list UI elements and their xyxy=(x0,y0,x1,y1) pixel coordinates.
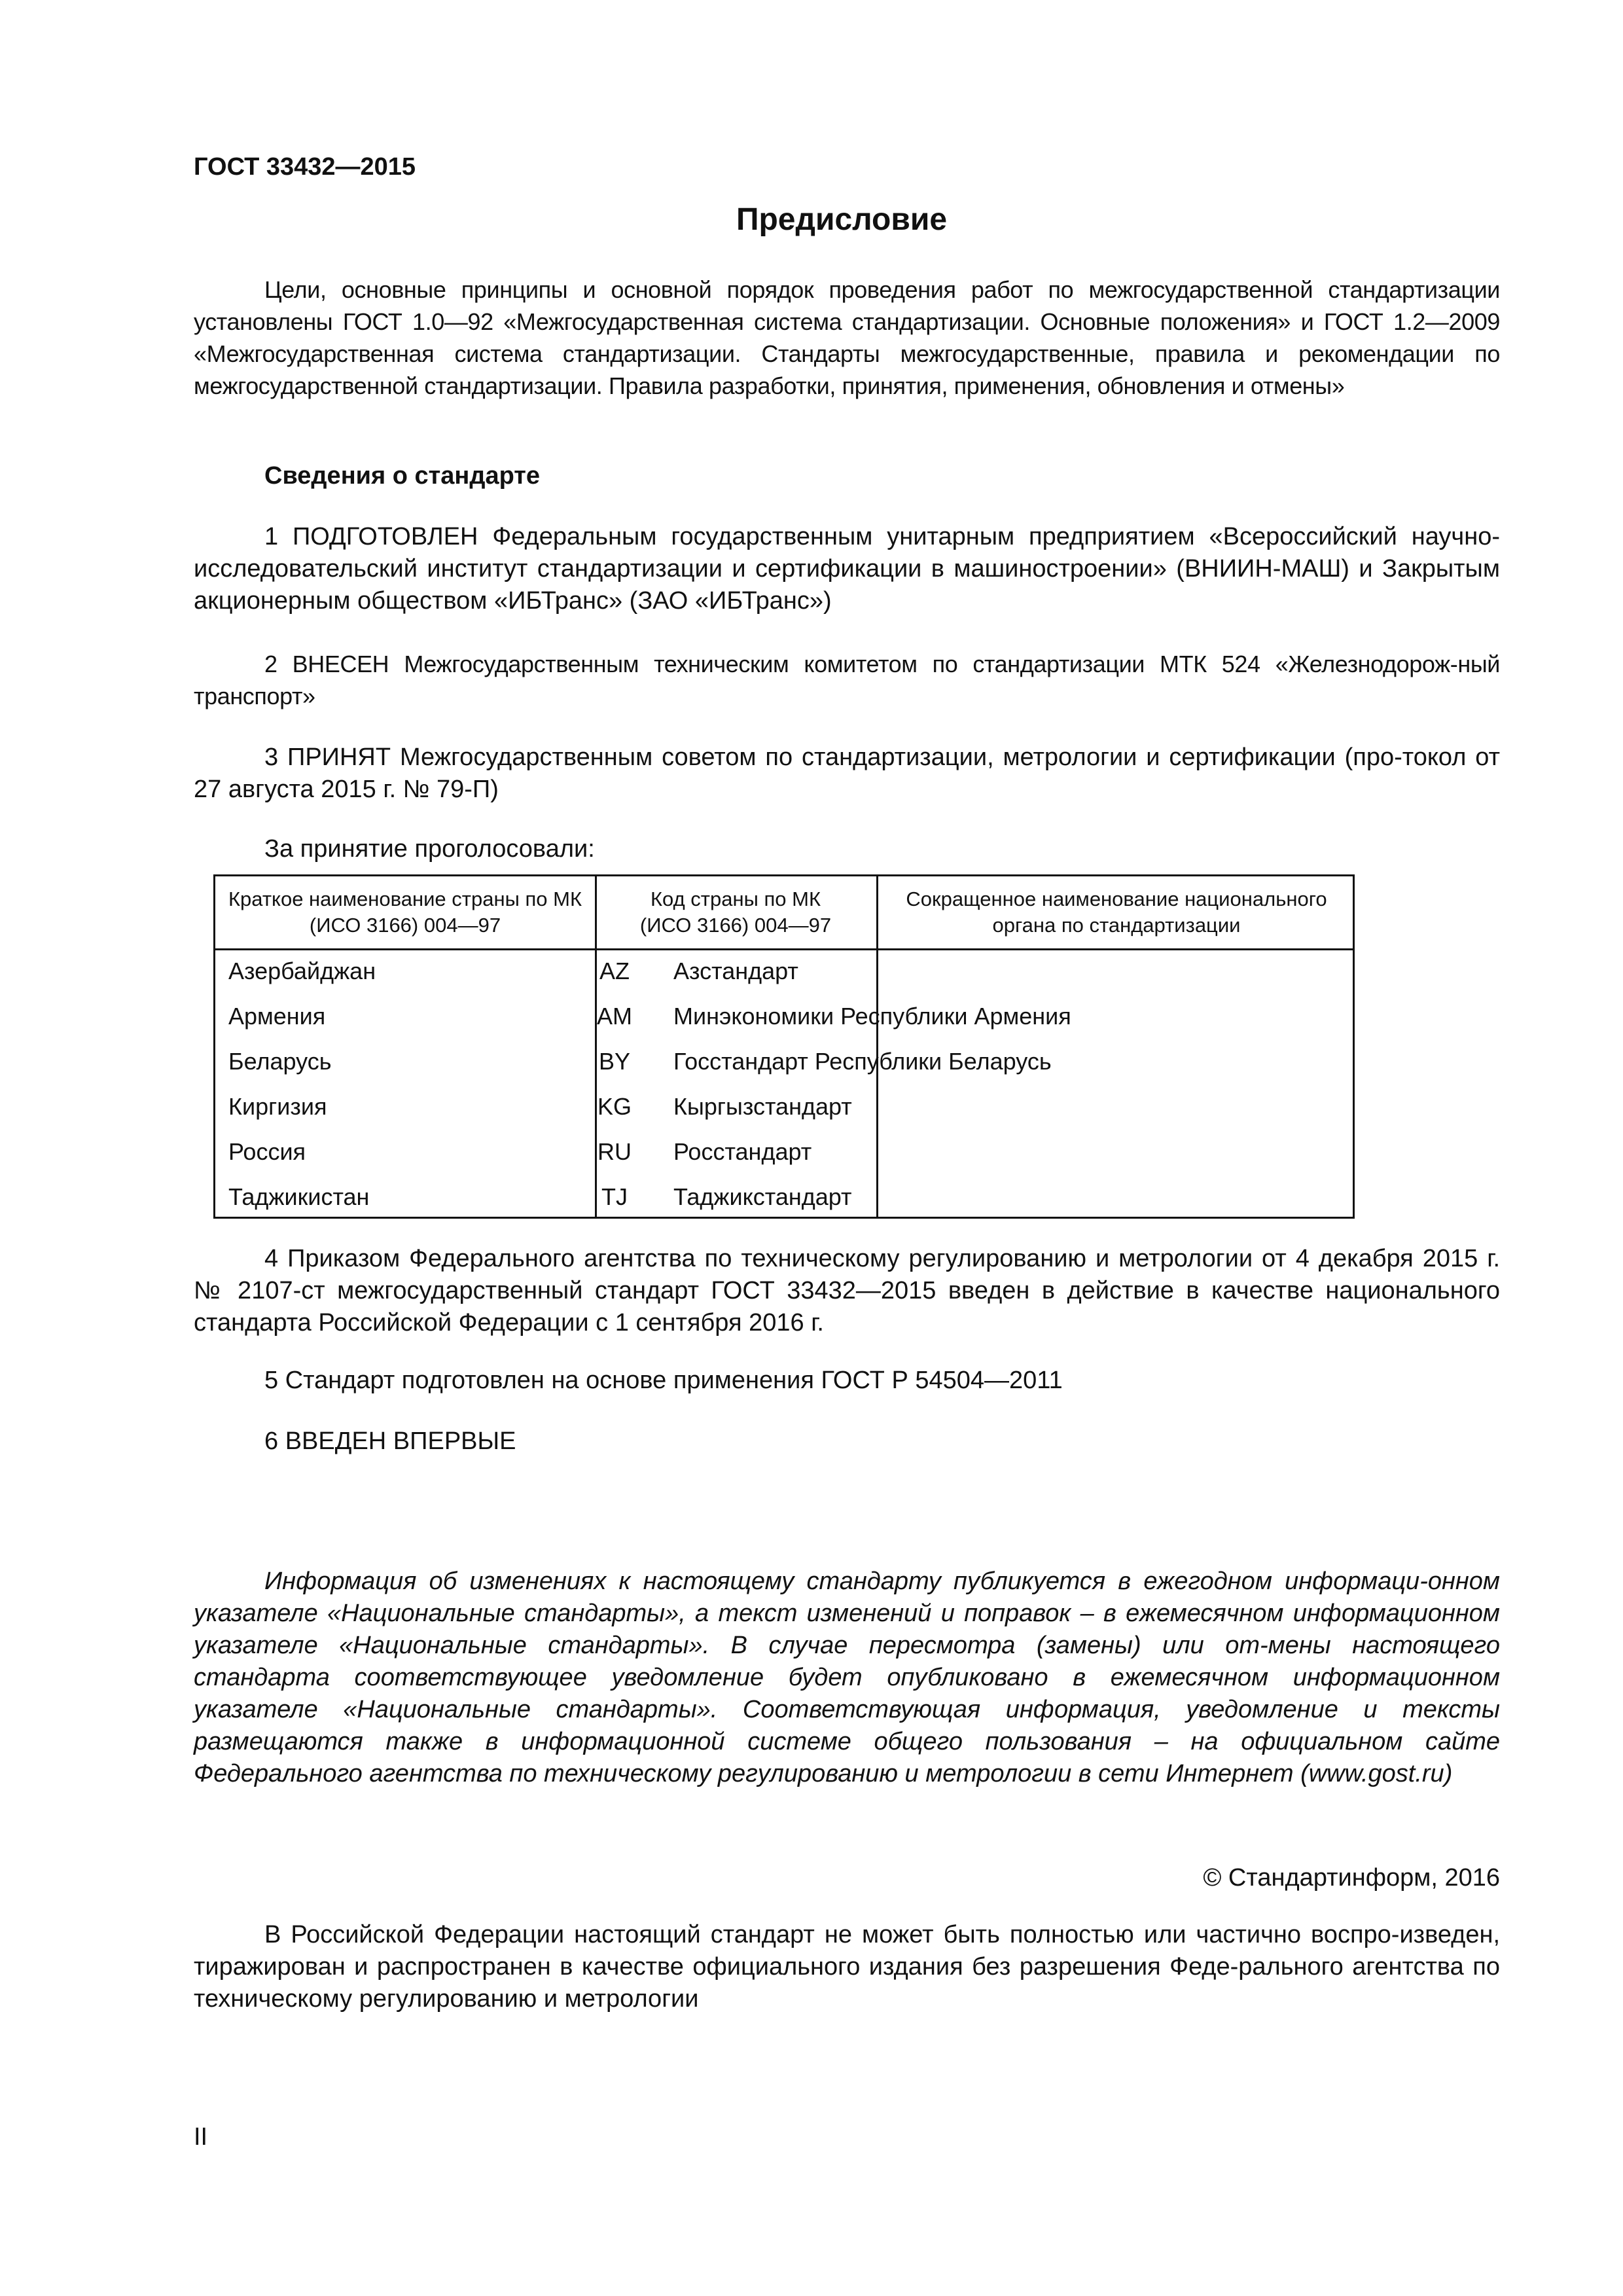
body-cell: Госстандарт Республики Беларусь xyxy=(673,1047,1052,1075)
item-5-paragraph: 5 Стандарт подготовлен на основе применения ГОСТ Р 54504—2011 xyxy=(264,1367,1063,1394)
reproduction-notice: В Российской Федерации настоящий стандарт не может быть полностью или частично воспро-изведен, тиражирован и распространен в качестве официального издания без разрешения Феде-рального агентства по техническому регулированию и метрологии xyxy=(194,1921,1500,2013)
table-row: Беларусь BY Госстандарт Республики Беларусь xyxy=(215,1039,1353,1084)
item-1-paragraph: 1 ПОДГОТОВЛЕН Федеральным государственным унитарным предприятием «Всероссийский научно-исследовательский институт стандартизации и сертификации в машиностроении» (ВНИИН-МАШ) и Закрытым акционерным обществом «ИБТранс» (ЗАО «ИБТранс») xyxy=(194,523,1500,615)
table-header-code: Код страны по МК (ИСО 3166) 004—97 xyxy=(639,888,832,937)
body-cell: Таджикстандарт xyxy=(673,1183,852,1210)
item-2-paragraph: 2 ВНЕСЕН Межгосударственным техническим комитетом по стандартизации МТК 524 «Железнодорож-ный транспорт» xyxy=(194,651,1500,709)
body-cell: Росстандарт xyxy=(673,1138,812,1165)
item-6-paragraph: 6 ВВЕДЕН ВПЕРВЫЕ xyxy=(264,1427,516,1455)
table-row: Азербайджан AZ Азстандарт xyxy=(215,948,1353,994)
page-number: II xyxy=(194,2123,208,2151)
country-cell: Киргизия xyxy=(228,1092,327,1120)
country-cell: Армения xyxy=(228,1002,326,1030)
table-row: Армения AM Минэкономики Республики Армения xyxy=(215,994,1353,1039)
country-cell: Россия xyxy=(228,1138,306,1165)
vote-label: За принятие проголосовали: xyxy=(264,835,595,863)
page-title: Предисловие xyxy=(736,202,948,237)
intro-paragraph: Цели, основные принципы и основной порядок проведения работ по межгосударственной стандартизации установлены ГОСТ 1.0—92 «Межгосударственная система стандартизации. Основные положения» и ГОСТ 1.2—2009 «Межгосударственная система стандартизации. Стандарты межгосударственные, правила и рекомендации по межгосударственной стандартизации. Правила разработки, принятия, применения, обновления и отмены» xyxy=(194,276,1500,399)
table-header-country: Краткое наименование страны по МК (ИСО 3166) 004—97 xyxy=(228,888,582,937)
body-cell: Азстандарт xyxy=(673,957,798,984)
document-header: ГОСТ 33432—2015 xyxy=(194,153,416,181)
table-row: Россия RU Росстандарт xyxy=(215,1129,1353,1174)
copyright: © Стандартинформ, 2016 xyxy=(1203,1864,1500,1892)
changes-info-notice: Информация об изменениях к настоящему стандарту публикуется в ежегодном информаци-онном указателе «Национальные стандарты», а текст изменений и поправок – в ежемесячном информационном указателе «Национальные стандарты». В случае пересмотра (замены) или от-мены настоящего стандарта соответствующее уведомление будет опубликовано в ежемесячном информационном указателе «Национальные стандарты». Соответствующая информация, уведомление и тексты размещаются также в информационной системе общего пользования – на официальном сайте Федерального агентства по техническому регулированию и метрологии в сети Интернет (www.gost.ru) xyxy=(194,1568,1500,1787)
item-3-paragraph: 3 ПРИНЯТ Межгосударственным советом по стандартизации, метрологии и сертификации (про-токол от 27 августа 2015 г. № 79-П) xyxy=(194,744,1500,803)
voting-table xyxy=(213,874,1355,1219)
country-cell: Азербайджан xyxy=(228,957,376,984)
table-header-body: Сокращенное наименование национального органа по стандартизации xyxy=(906,888,1327,937)
table-row: Киргизия KG Кыргызстандарт xyxy=(215,1084,1353,1129)
body-cell: Минэкономики Республики Армения xyxy=(673,1002,1071,1030)
item-4-paragraph: 4 Приказом Федерального агентства по техническому регулированию и метрологии от 4 декабря 2015 г. № 2107-ст межгосударственный стандарт ГОСТ 33432—2015 введен в действие в качестве национального стандарта Российской Федерации с 1 сентября 2016 г. xyxy=(194,1245,1500,1336)
table-row: Таджикистан TJ Таджикстандарт xyxy=(215,1174,1353,1219)
standard-info-heading: Сведения о стандарте xyxy=(264,462,541,490)
body-cell: Кыргызстандарт xyxy=(673,1092,852,1120)
country-cell: Таджикистан xyxy=(228,1183,370,1210)
country-cell: Беларусь xyxy=(228,1047,332,1075)
